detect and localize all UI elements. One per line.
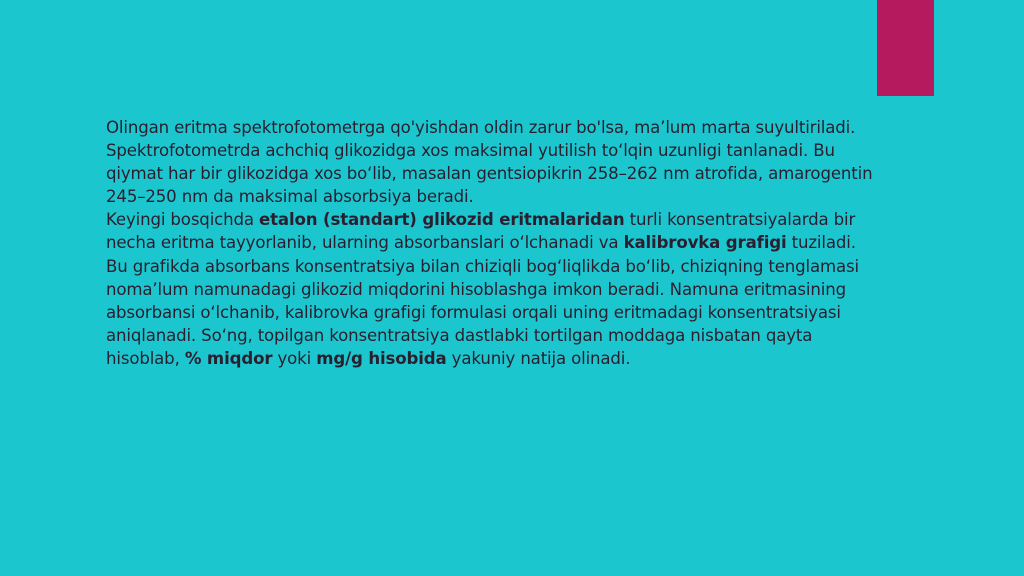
accent-bar <box>877 0 934 96</box>
paragraph-calibration <box>106 208 876 370</box>
paragraph-dilution: Olingan eritma spektrofotometrga qo'yishdan oldin zarur bo'lsa, ma’lum marta suyultiriladi. Spektrofotometrda achchiq glikozidga xos maksimal yutilish to‘lqin uzunligi tanlanadi. Bu qiymat har bir glikozidga xos bo‘lib, masalan gentsiopikrin 258–262 nm atrofida, amarogentin 245–250 nm da maksimal absorbsiya beradi. <box>106 118 873 207</box>
bold-term-mg-per-g: mg/g hisobida <box>316 348 447 368</box>
bold-term-calibration-graph: kalibrovka grafigi <box>623 233 787 253</box>
text-run: Keyingi bosqichda <box>106 210 260 230</box>
text-run: turli konsentratsiyalarda bir necha eritma tayyorlanib, ularning absorbanslari o‘lchanadi va <box>106 210 856 253</box>
text-run: yoki <box>272 348 317 368</box>
slide-text <box>106 116 876 370</box>
text-run: tuziladi. Bu grafikda absorbans konsentratsiya bilan chiziqli bog‘liqlikda bo‘lib, chiziqning tenglamasi noma’lum namunadagi glikozid miqdorini hisoblashga imkon beradi. Namuna eritmasining absorbansi o‘lchanib, kalibrovka grafigi formulasi orqali uning eritmadagi konsentratsiyasi aniqlanadi. So‘ng, topilgan konsentratsiya dastlabki tortilgan moddaga nisbatan qayta hisoblab, <box>106 233 859 368</box>
bold-term-standard-solutions: etalon (standart) glikozid eritmalaridan <box>259 210 625 230</box>
text-run: yakuniy natija olinadi. <box>446 348 631 368</box>
bold-term-percent-amount: % miqdor <box>184 348 273 368</box>
